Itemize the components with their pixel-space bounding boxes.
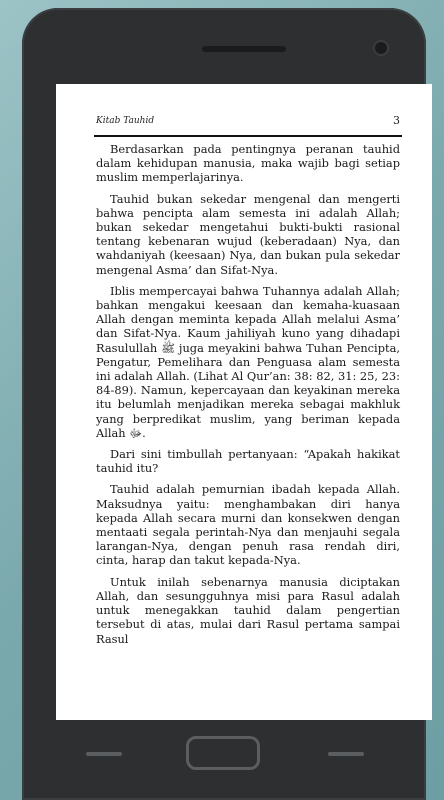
speaker-grille — [202, 46, 286, 52]
phone-frame — [22, 8, 426, 800]
reader-screen[interactable] — [56, 84, 432, 720]
recent-apps-button[interactable] — [328, 752, 364, 756]
paragraph: Berdasarkan pada pentingnya peranan tauhid dalam kehidupan manusia, maka wajib bagi setiap muslim memperlajarinya. — [96, 142, 400, 185]
camera-icon — [375, 42, 387, 54]
paragraph: Dari sini timbullah pertanyaan: “Apakah hakikat tauhid itu? — [96, 447, 400, 476]
paragraph: Tauhid adalah pemurnian ibadah kepada Allah. Maksudnya yaitu: menghambakan diri hanya kepada Allah secara murni dan konsekwen dengan mentaati segala perintah-Nya dan menjauhi segala larangan-Nya, dengan penuh rasa rendah diri, cinta, harap dan takut kepada-Nya. — [96, 482, 400, 568]
home-button[interactable] — [186, 736, 260, 770]
page-content — [96, 142, 400, 653]
paragraph: Iblis mempercayai bahwa Tuhannya adalah Allah; bahkan mengakui keesaan dan kemaha-kuasaan Allah dengan meminta kepada Allah melalui Asma’ dan Sifat-Nya. Kaum jahiliyah kuno yang dihadapi Rasulullah ﷺ juga meyakini bahwa Tuhan Pencipta, Pengatur, Pemelihara dan Penguasa alam semesta ini adalah Allah. (Lihat Al Qur’an: 38: 82, 31: 25, 23: 84-89). Namun, kepercayaan dan keyakinan mereka itu belumlah menjadikan mereka sebagai makhluk yang berpredikat muslim, yang beriman kepada Allah ﷻ. — [96, 283, 400, 440]
page-header — [96, 114, 400, 132]
book-title: Kitab Tauhid — [96, 116, 155, 126]
header-divider — [94, 135, 402, 137]
navigation-bar — [22, 720, 426, 800]
back-button[interactable] — [86, 752, 122, 756]
page-number: 3 — [393, 114, 400, 127]
paragraph: Tauhid bukan sekedar mengenal dan mengerti bahwa pencipta alam semesta ini adalah Allah; bukan sekedar mengetahui bukti-bukti rasional tentang kebenaran wujud (keberadaan) Nya, dan wahdaniyah (keesaan) Nya, dan bukan pula sekedar mengenal Asma’ dan Sifat-Nya. — [96, 191, 400, 277]
paragraph: Untuk inilah sebenarnya manusia diciptakan Allah, dan sesungguhnya misi para Rasul adalah untuk menegakkan tauhid dalam pengertian tersebut di atas, mulai dari Rasul pertama sampai Rasul — [96, 574, 400, 646]
